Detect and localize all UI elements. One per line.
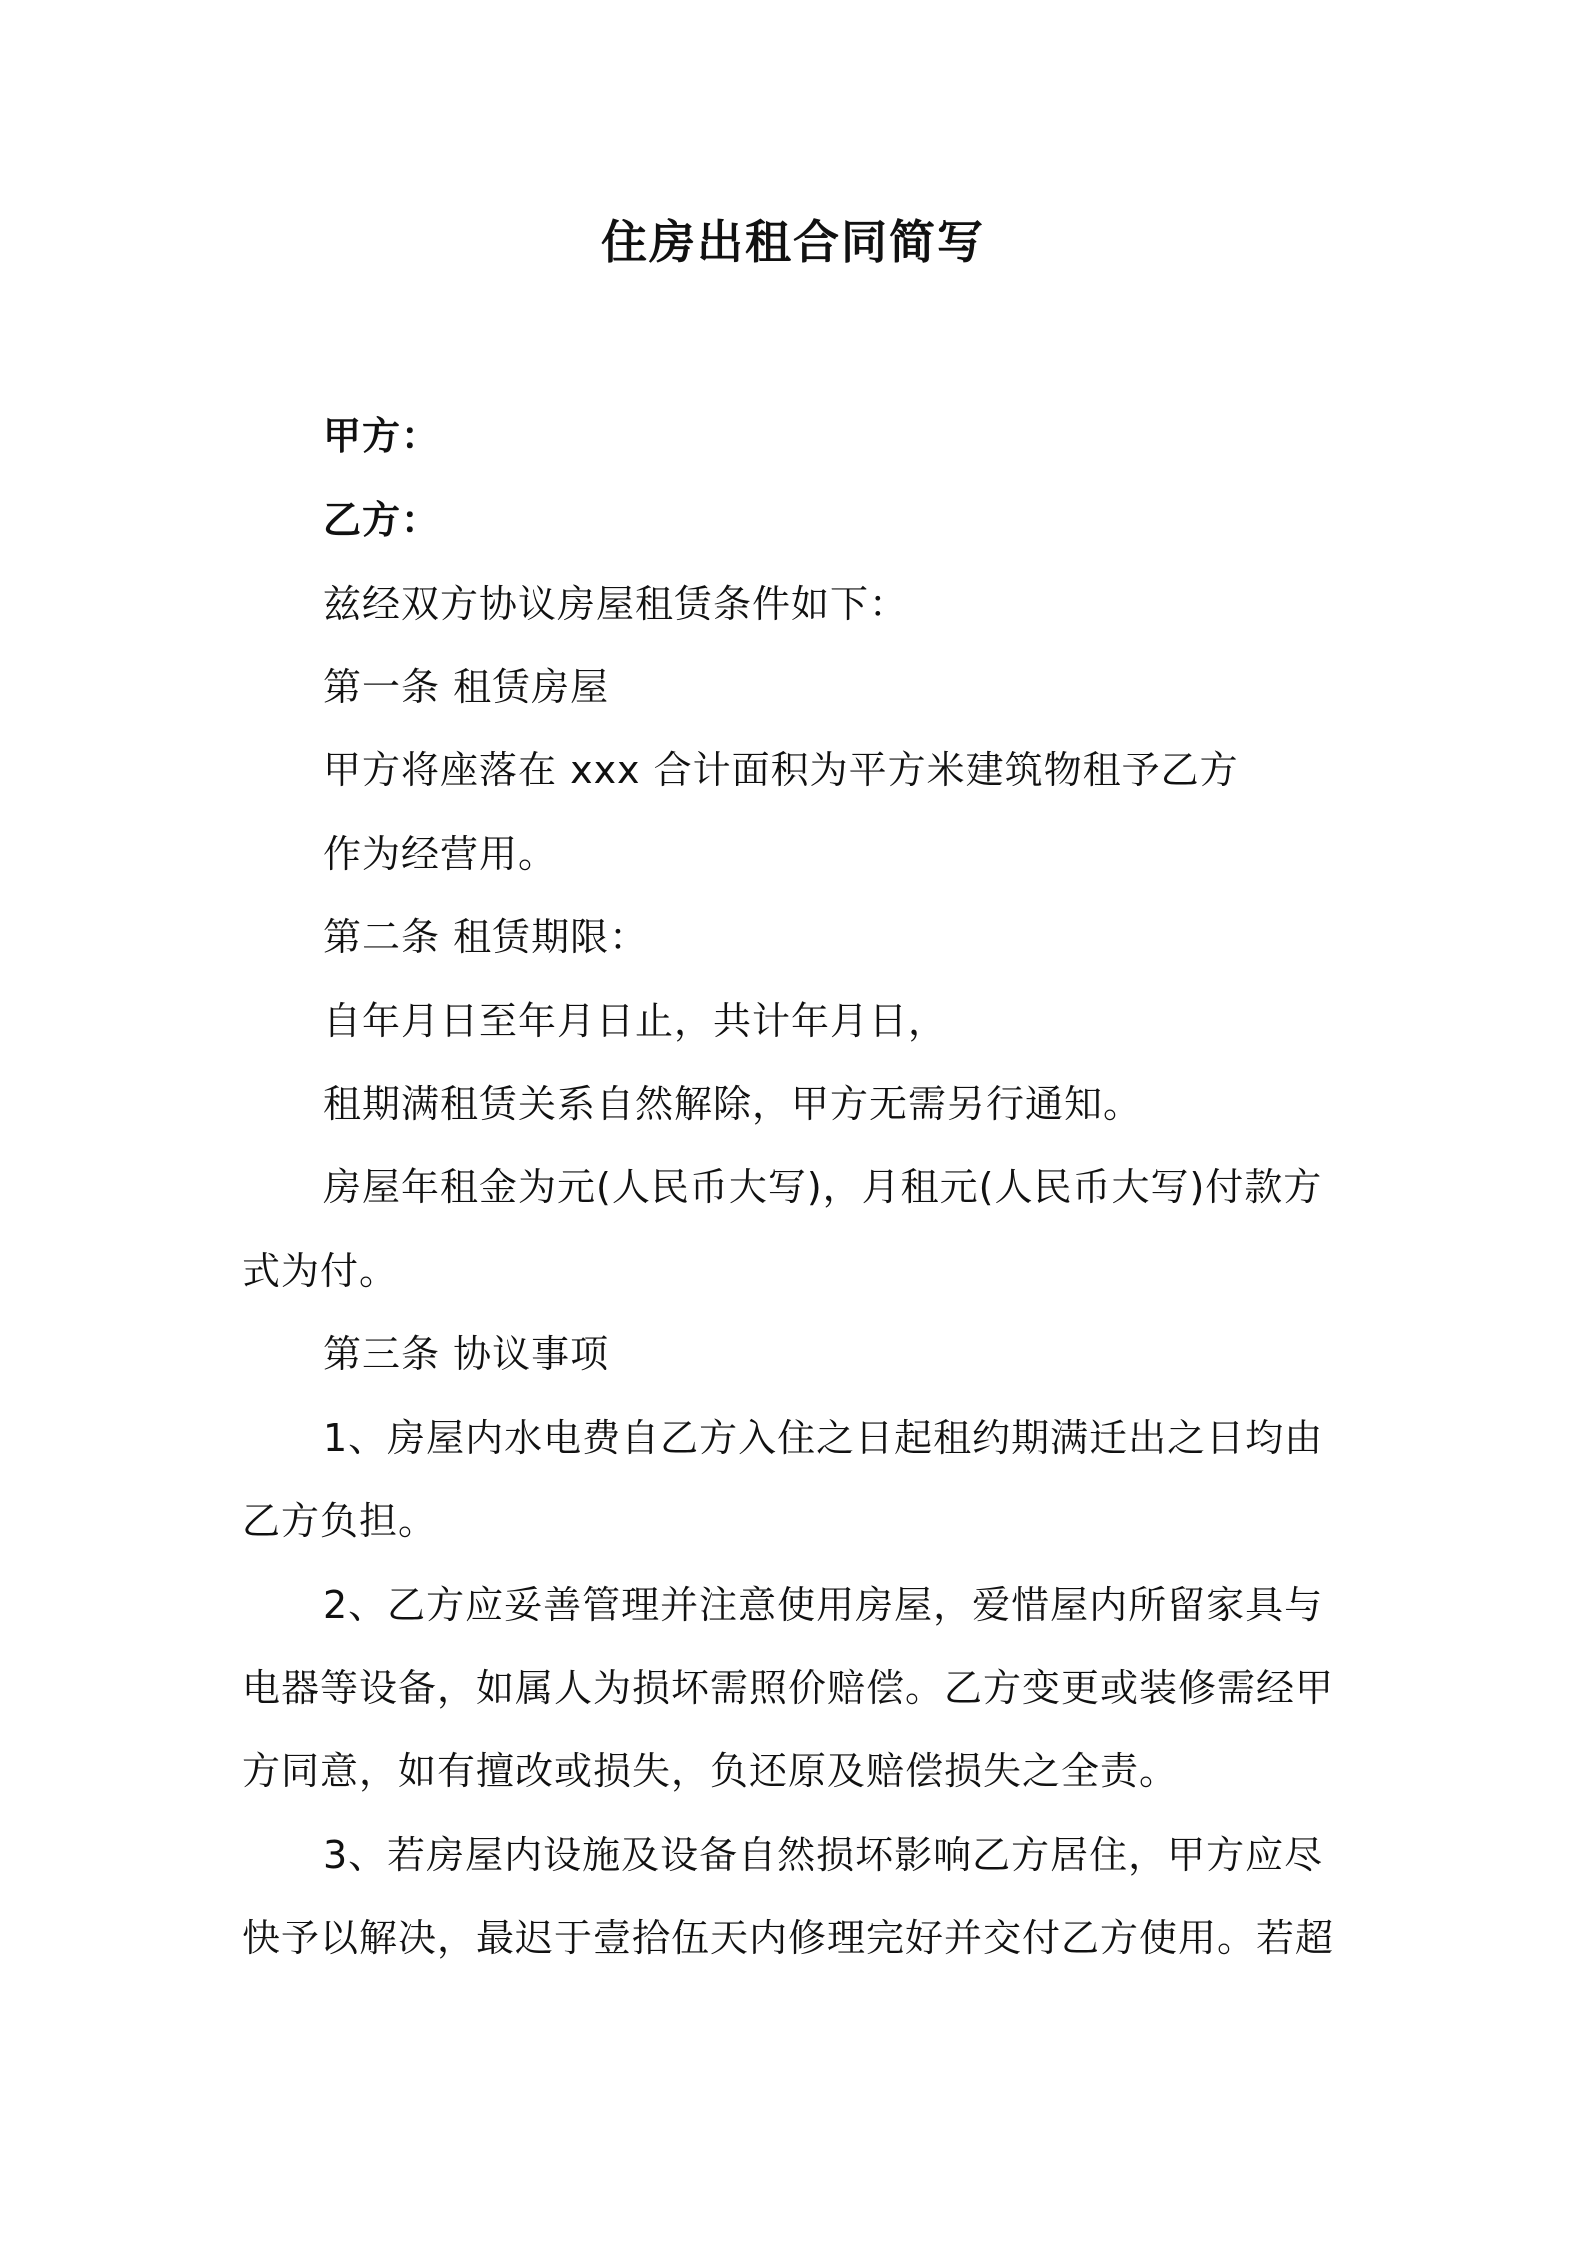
paragraph-line: 租期满租赁关系自然解除，甲方无需另行通知。 (323, 1082, 1143, 1126)
paragraph-line: 房屋年租金为元(人民币大写)，月租元(人民币大写)付款方 (323, 1165, 1323, 1209)
clause-2-line: 方同意，如有擅改或损失，负还原及赔偿损失之全责。 (242, 1749, 1179, 1793)
article-2-heading: 第二条 租赁期限： (323, 915, 649, 959)
paragraph-line: 式为付。 (242, 1249, 399, 1293)
clause-2-line: 2、乙方应妥善管理并注意使用房屋，爱惜屋内所留家具与 (323, 1583, 1324, 1627)
article-1-heading: 第一条 租赁房屋 (323, 665, 610, 709)
intro-line: 兹经双方协议房屋租赁条件如下： (323, 582, 909, 626)
clause-1-line: 1、房屋内水电费自乙方入住之日起租约期满迁出之日均由 (323, 1416, 1324, 1460)
clause-3-line: 快予以解决，最迟于壹拾伍天内修理完好并交付乙方使用。若超 (242, 1916, 1335, 1960)
party-b-label: 乙方： (323, 498, 441, 542)
clause-1-line: 乙方负担。 (242, 1499, 438, 1543)
document-title: 住房出租合同简写 (601, 215, 985, 269)
party-a-label: 甲方： (323, 414, 441, 458)
clause-3-line: 3、若房屋内设施及设备自然损坏影响乙方居住，甲方应尽 (323, 1833, 1324, 1877)
clause-2-line: 电器等设备，如属人为损坏需照价赔偿。乙方变更或装修需经甲 (242, 1666, 1335, 1710)
paragraph-line: 甲方将座落在 xxx 合计面积为平方米建筑物租予乙方 (323, 748, 1239, 792)
paragraph-line: 作为经营用。 (323, 832, 558, 876)
article-3-heading: 第三条 协议事项 (323, 1332, 610, 1376)
paragraph-line: 自年月日至年月日止，共计年月日， (323, 999, 948, 1043)
